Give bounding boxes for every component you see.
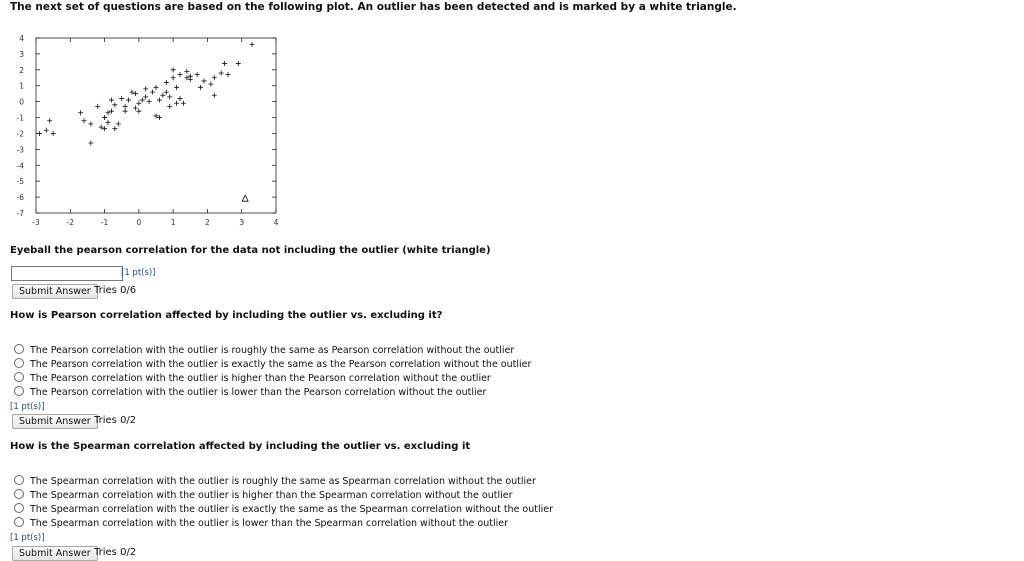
x-tick-label: 3 [239,218,245,227]
data-point [171,75,176,80]
y-tick-label: 4 [19,34,24,43]
data-point [119,96,124,101]
q2-option[interactable] [14,344,514,358]
data-point [164,80,169,85]
data-point [112,102,117,107]
q3-submit-button[interactable]: Submit Answer [12,546,98,561]
data-point [160,93,165,98]
radio-button[interactable] [14,475,24,485]
q3-option[interactable] [14,489,512,503]
x-tick-label: 0 [136,218,142,227]
question-3-text: How is the Spearman correlation affected by including the outlier vs. excluding it [10,441,471,452]
q1-submit-button[interactable]: Submit Answer [12,284,98,299]
data-point [198,85,203,90]
q3-option[interactable] [14,517,508,531]
scatter-plot [0,28,290,233]
question-2-text: How is Pearson correlation affected by including the outlier vs. excluding it? [10,310,443,321]
data-point [136,109,141,114]
data-point [236,61,241,66]
q2-option[interactable] [14,386,486,400]
q2-option[interactable] [14,358,531,372]
data-point [150,90,155,95]
data-point [44,128,49,133]
x-tick-label: -3 [32,218,40,227]
x-tick-label: -2 [66,218,75,227]
q3-option-label: The Spearman correlation with the outlier is roughly the same as Spearman correlation without the outlier [30,476,536,487]
radio-button[interactable] [14,358,24,368]
q2-option-label: The Pearson correlation with the outlier is higher than the Pearson correlation without the outlier [30,373,491,384]
y-tick-label: -7 [16,209,24,218]
radio-button[interactable] [14,344,24,354]
data-point [178,96,183,101]
q2-points-label: [1 pt(s)] [10,402,45,412]
data-point [126,98,131,103]
q2-tries-label: Tries 0/2 [94,415,137,426]
data-point [136,101,141,106]
y-tick-label: -5 [16,177,24,187]
data-point [202,78,207,83]
radio-button[interactable] [14,503,24,513]
outlier-triangle [242,195,248,201]
data-point [82,118,87,123]
q1-tries-label: Tries 0/6 [94,285,137,296]
data-point [181,101,186,106]
data-point [95,104,100,109]
data-point [174,85,179,90]
q3-option-label: The Spearman correlation with the outlier is higher than the Spearman correlation without the outlier [30,490,513,501]
q2-option-label: The Pearson correlation with the outlier is roughly the same as Pearson correlation without the outlier [30,345,515,356]
q1-points-label: [1 pt(s)] [121,268,156,278]
data-point [226,72,231,77]
data-point [102,115,107,120]
y-tick-label: 0 [19,97,24,107]
q3-option-label: The Spearman correlation with the outlier is exactly the same as the Spearman correlation without the outlier [30,504,554,515]
y-tick-label: -4 [16,161,24,171]
data-point [174,101,179,106]
y-tick-label: 3 [19,49,24,59]
data-point [47,118,52,123]
q3-points-label: [1 pt(s)] [10,533,45,543]
data-point [195,72,200,77]
data-point [143,94,148,99]
q3-option-label: The Spearman correlation with the outlier is lower than the Spearman correlation without the outlier [30,518,508,529]
data-point [143,86,148,91]
x-tick-label: 1 [170,218,176,227]
data-point [88,121,93,126]
data-point [178,72,183,77]
y-tick-label: -2 [16,129,24,139]
data-point [154,85,159,90]
q2-option-label: The Pearson correlation with the outlier is exactly the same as the Pearson correlation without the outlier [30,359,532,370]
y-tick-label: -3 [16,145,24,155]
data-point [109,98,114,103]
data-point [106,120,111,125]
y-tick-label: 2 [19,65,24,75]
q3-option[interactable] [14,475,536,489]
data-point [212,75,217,80]
data-point [164,90,169,95]
data-point [51,131,56,136]
data-point [219,71,224,76]
data-point [222,61,227,66]
intro-text: The next set of questions are based on the following plot. An outlier has been detected and is marked by a white triangle. [10,1,737,13]
data-point [88,141,93,146]
radio-button[interactable] [14,386,24,396]
data-point [157,98,162,103]
q3-option[interactable] [14,503,553,517]
data-point [78,110,83,115]
correlation-answer-input[interactable] [11,266,123,281]
q2-submit-button[interactable]: Submit Answer [12,414,98,429]
data-point [184,69,189,74]
data-point [147,99,152,104]
q2-option-label: The Pearson correlation with the outlier is lower than the Pearson correlation without the outlier [30,387,487,398]
question-1-text: Eyeball the pearson correlation for the data not including the outlier (white triangle) [10,245,491,256]
data-point [133,106,138,111]
data-point [123,104,128,109]
q2-option[interactable] [14,372,491,386]
y-tick-label: -6 [16,193,24,203]
data-point [167,104,172,109]
x-tick-label: 4 [273,218,279,227]
data-point [171,67,176,72]
q3-tries-label: Tries 0/2 [94,547,137,558]
data-point [167,94,172,99]
y-tick-label: 1 [19,81,24,91]
x-tick-label: -1 [100,218,109,227]
y-tick-label: -1 [16,113,24,123]
data-point [123,109,128,114]
data-point [212,93,217,98]
x-tick-label: 2 [205,218,210,227]
data-point [140,98,145,103]
radio-button[interactable] [14,489,24,499]
data-point [250,42,255,47]
radio-button[interactable] [14,372,24,382]
data-point [112,126,117,131]
data-point [208,82,213,87]
plot-frame [36,38,276,213]
data-point [116,121,121,126]
data-point [37,131,42,136]
scatter-plot-svg [0,28,290,233]
radio-button[interactable] [14,517,24,527]
